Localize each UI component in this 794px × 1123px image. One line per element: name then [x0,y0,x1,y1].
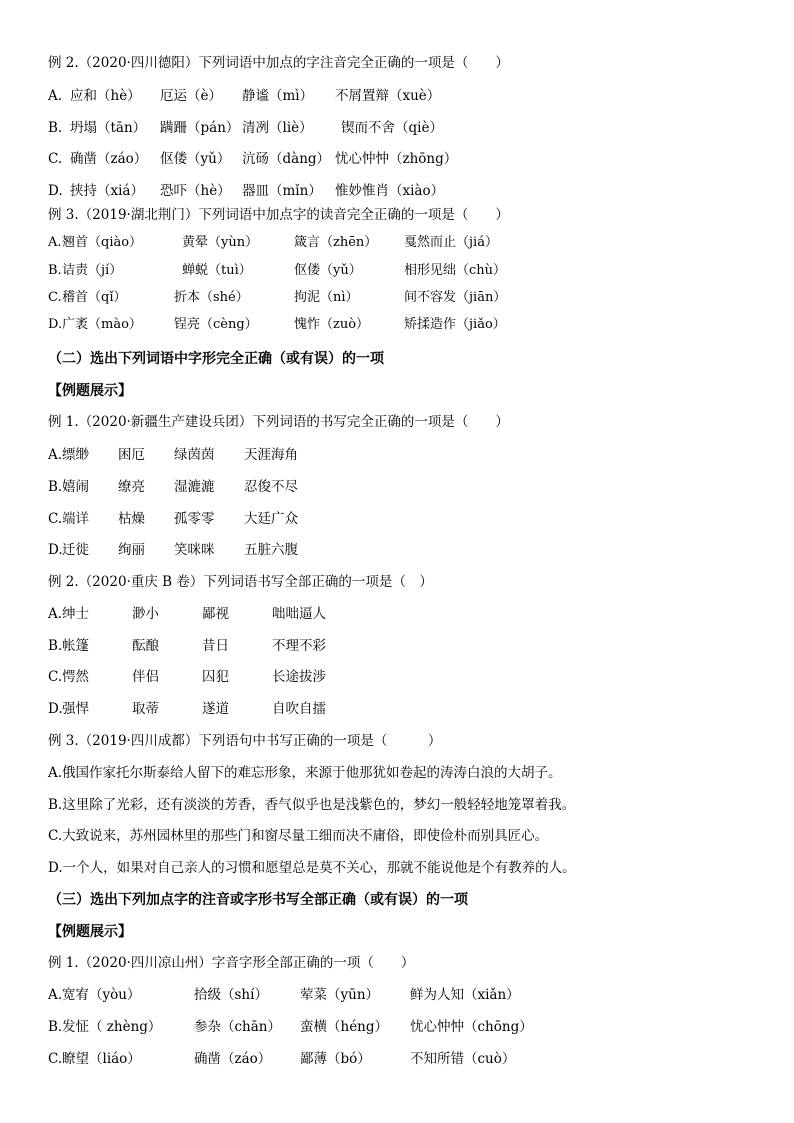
option-item: 困厄 [118,447,145,463]
option-item: 折本（shé） [174,290,249,305]
option-label: D. [48,183,63,199]
option-label: B. [48,120,63,136]
option-label: C. [48,1051,63,1067]
option-label: C. [48,290,62,305]
option-item: 确凿（záo） [194,1051,272,1067]
option-item: 长途拔涉 [272,669,326,685]
section-heading: （二）选出下列词语中字形完全正确（或有误）的一项 [48,351,384,367]
option-item: 稽首（qǐ） [62,290,127,305]
option-item: 伛偻（yǔ） [294,263,362,278]
option-item: 昔日 [202,638,229,654]
option-item: 沆砀（dàng） [242,151,331,167]
option-item: 忧心忡忡（chōng） [410,1019,533,1035]
option-label: A. [48,88,63,104]
option-item: 鲜为人知（xiǎn） [410,987,520,1003]
option-item: 器皿（mǐn） [242,183,322,199]
sentence-option: C.大致说来，苏州园林里的那些门和窗尽量工细而决不庸俗，即使俭朴而别具匠心。 [48,828,549,844]
option-item: 蝉蜕（tuì） [182,263,252,278]
option-item: 缥缈 [62,447,89,463]
option-item: 枯燥 [118,511,145,527]
option-item: 间不容发（jiān） [404,290,507,305]
option-item: 不知所错（cuò） [410,1051,516,1067]
option-item: 大廷广众 [244,511,298,527]
option-label: C. [48,151,63,167]
option-label: D. [48,317,63,332]
option-item: 不屑置辩（xuè） [335,88,441,104]
option-item: 瞭望（liáo） [62,1051,141,1067]
option-item: 应和（hè） [70,88,141,104]
question-text: 例 3.（2019·四川成都）下列语句中书写正确的一项是（ ） [48,733,442,749]
option-item: 拾级（shí） [194,987,268,1003]
option-item: 厄运（è） [160,88,222,104]
option-label: A. [48,987,63,1003]
option-item: 翘首（qiào） [62,235,143,250]
sentence-option: A.俄国作家托尔斯泰给人留下的难忘形象，来源于他那犹如卷起的涛涛白浪的大胡子。 [48,765,562,781]
option-item: 渺小 [132,606,159,622]
option-label: B. [48,479,63,495]
option-label: B. [48,638,63,654]
option-label: A. [48,235,62,250]
question-text: 例 2.（2020·重庆 B 卷）下列词语书写全部正确的一项是（ ） [48,574,433,590]
option-item: 嬉闹 [62,479,89,495]
option-label: A. [48,447,63,463]
option-item: 参杂（chān） [194,1019,281,1035]
sentence-option: B.这里除了光彩，还有淡淡的芳香，香气似乎也是浅紫色的，梦幻一般轻轻地笼罩着我。 [48,797,576,813]
option-item: 孤零零 [174,511,215,527]
option-label: B. [48,263,62,278]
option-item: 蛮横（héng） [300,1019,389,1035]
option-item: 取蒂 [132,701,159,717]
option-item: 黄晕（yùn） [182,235,259,250]
option-item: 确凿（záo） [70,151,148,167]
option-item: 广袤（mào） [62,317,142,332]
option-item: 囚犯 [202,669,229,685]
option-label: D. [48,701,63,717]
option-item: 不理不彩 [272,638,326,654]
option-item: 端详 [62,511,89,527]
option-label: D. [48,542,63,558]
option-item: 愕然 [62,669,89,685]
option-item: 惟妙惟肖（xiào） [335,183,445,199]
option-label: C. [48,669,63,685]
option-item: 坍塌（tān） [70,120,147,136]
option-item: 绿茵茵 [174,447,215,463]
option-item: 酝酿 [132,638,159,654]
option-item: 伴侣 [132,669,159,685]
option-item: 迁徙 [62,542,89,558]
option-item: 相形见绌（chù） [404,263,507,278]
option-item: 鄙薄（bó） [300,1051,371,1067]
option-item: 湿漉漉 [174,479,215,495]
option-item: 恐吓（hè） [160,183,231,199]
option-item: 诘责（jí） [62,263,123,278]
option-item: 愧怍（zuò） [294,317,370,332]
option-item: 咄咄逼人 [272,606,326,622]
option-item: 拘泥（nì） [294,290,359,305]
option-item: 天涯海角 [244,447,298,463]
option-item: 忍俊不尽 [244,479,298,495]
question-text: 例 1.（2020·四川凉山州）字音字形全部正确的一项（ ） [48,955,415,971]
option-item: 戛然而止（jiá） [404,235,498,250]
option-item: 自吹自擂 [272,701,326,717]
option-item: 鄙视 [202,606,229,622]
section-heading: （三）选出下列加点字的注音或字形书写全部正确（或有误）的一项 [48,892,468,908]
example-label: 【例题展示】 [48,383,132,399]
option-item: 蹒跚（pán） [160,120,240,136]
example-label: 【例题展示】 [48,924,132,940]
option-item: 锲而不舍（qiè） [341,120,443,136]
option-item: 荤菜（yūn） [300,987,380,1003]
sentence-option: D.一个人，如果对自己亲人的习惯和愿望总是莫不关心，那就不能说他是个有教养的人。 [48,860,576,876]
option-item: 静谧（mì） [242,88,314,104]
option-item: 宽宥（yòu） [62,987,141,1003]
question-text: 例 3.（2019·湖北荆门）下列词语中加点字的读音完全正确的一项是（ ） [48,207,509,223]
option-item: 挟持（xiá） [70,183,144,199]
option-item: 清冽（liè） [242,120,313,136]
option-item: 强悍 [62,701,89,717]
option-item: 五脏六腹 [244,542,298,558]
option-label: C. [48,511,63,527]
option-item: 箴言（zhēn） [294,235,378,250]
option-item: 笑咪咪 [174,542,215,558]
option-item: 帐篷 [62,638,89,654]
option-item: 绅士 [62,606,89,622]
option-item: 遂道 [202,701,229,717]
option-item: 缭亮 [118,479,145,495]
question-text: 例 1.（2020·新疆生产建设兵团）下列词语的书写完全正确的一项是（ ） [48,414,509,430]
option-item: 忧心忡忡（zhōng） [335,151,458,167]
option-item: 绚丽 [118,542,145,558]
option-label: B. [48,1019,63,1035]
question-text: 例 2.（2020·四川德阳）下列词语中加点的字注音完全正确的一项是（ ） [48,55,509,71]
option-item: 伛偻（yǔ） [160,151,231,167]
option-item: 锃亮（cèng） [174,317,258,332]
option-label: A. [48,606,63,622]
option-item: 发怔（ zhèng） [62,1019,162,1035]
option-item: 矫揉造作（jiǎo） [404,317,506,332]
